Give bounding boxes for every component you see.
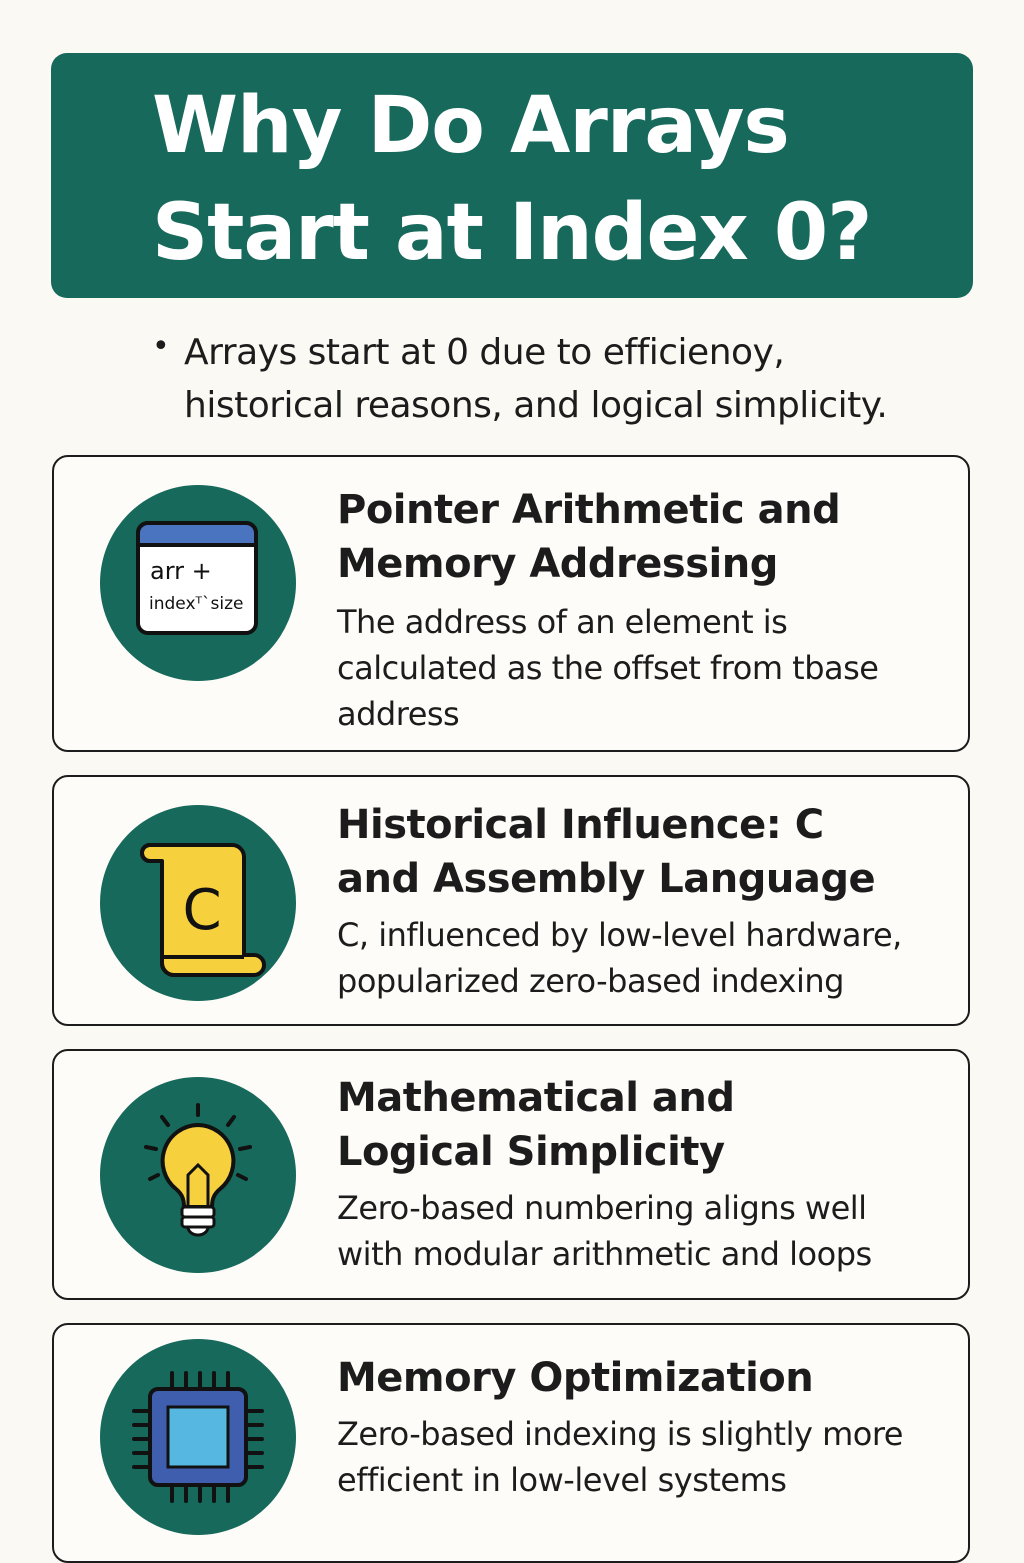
title-banner [51,53,973,298]
lightbulb-icon [100,1077,296,1273]
card-memory-optimization [52,1323,970,1563]
card-description: C, influenced by low-level hardware, popularized zero-based indexing [337,916,902,1000]
cpu-chip-icon [100,1339,296,1535]
card-pointer-arithmetic [52,455,970,752]
card-title: Memory Optimization [337,1355,814,1401]
icon-circle [100,1077,296,1273]
card-title: Pointer Arithmetic and Memory Addressing [337,487,841,587]
scroll-letter: C [182,878,222,943]
intro-text [184,326,974,432]
icon-circle [100,485,296,681]
page-title-line-1: Why Do Arrays [152,81,789,171]
intro-bullet: • [152,329,170,364]
code-window-icon [100,485,296,681]
card-historical-influence [52,775,970,1026]
card-mathematical-simplicity [52,1049,970,1300]
icon-circle [100,805,296,1001]
card-title: Historical Influence: C and Assembly Language [337,802,876,902]
scroll-icon [100,805,296,1001]
intro-line-1: Arrays start at 0 due to efficienoy, [184,332,785,373]
page-title-line-2: Start at Index 0? [152,188,872,278]
card-title: Mathematical and Logical Simplicity [337,1075,735,1175]
card-description: Zero-based indexing is slightly more efficient in low-level systems [337,1415,903,1499]
icon-text-line-2: indexᵀˋsize [149,594,244,614]
card-description: Zero-based numbering aligns well with modular arithmetic and loops [337,1189,872,1273]
card-description: The address of an element is calculated as the offset from tbase address [337,603,879,733]
icon-text-line-1: arr + [150,557,212,585]
icon-circle [100,1339,296,1535]
intro-line-2: historical reasons, and logical simplicity. [184,385,888,426]
